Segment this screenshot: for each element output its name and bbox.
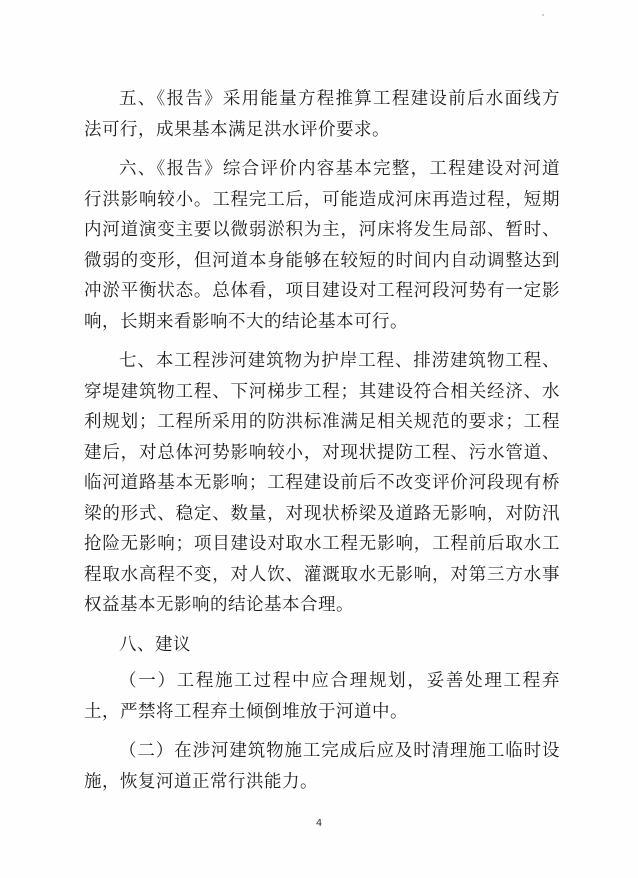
section-heading-suggestions: 八、建议 xyxy=(119,634,191,655)
suggestion-1: （一）工程施工过程中应合理规划，妥善处理工程弃土，严禁将工程弃土倾倒堆放于河道中。 xyxy=(84,671,560,722)
paragraph-item-6-evaluation: 六、《报告》综合评价内容基本完整，工程建设对河道行洪影响较小。工程完工后，可能造成河床再造过程，短期内河道演变主要以微弱淤积为主，河床将发生局部、暂时、微弱的变形，但河道本身能够在较短的时间内自动调整达到冲淤平衡状态。总体看，项目建设对工程河段河势有一定影响，长期来看影响不大的结论基本可行。 xyxy=(84,159,560,332)
document-body xyxy=(84,84,560,806)
paragraph-item-5-method: 五、《报告》采用能量方程推算工程建设前后水面线方法可行，成果基本满足洪水评价要求。 xyxy=(84,89,560,140)
suggestion-2: （二）在涉河建筑物施工完成后应及时清理施工临时设施，恢复河道正常行洪能力。 xyxy=(84,741,560,792)
paragraph-item-7-structures: 七、本工程涉河建筑物为护岸工程、排涝建筑物工程、穿堤建筑物工程、下河梯步工程；其建设符合相关经济、水利规划；工程所采用的防洪标准满足相关规范的要求；工程建后，对总体河势影响较小，对现状提防工程、污水管道、临河道路基本无影响；工程建设前后不改变评价河段现有桥梁的形式、稳定、数量，对现状桥梁及道路无影响，对防汛抢险无影响；项目建设对取水工程无影响，工程前后取水工程取水高程不变，对人饮、灌溉取水无影响，对第三方水事权益基本无影响的结论基本合理。 xyxy=(84,351,560,615)
page-number: 4 xyxy=(315,818,323,829)
scan-speck xyxy=(542,14,544,16)
